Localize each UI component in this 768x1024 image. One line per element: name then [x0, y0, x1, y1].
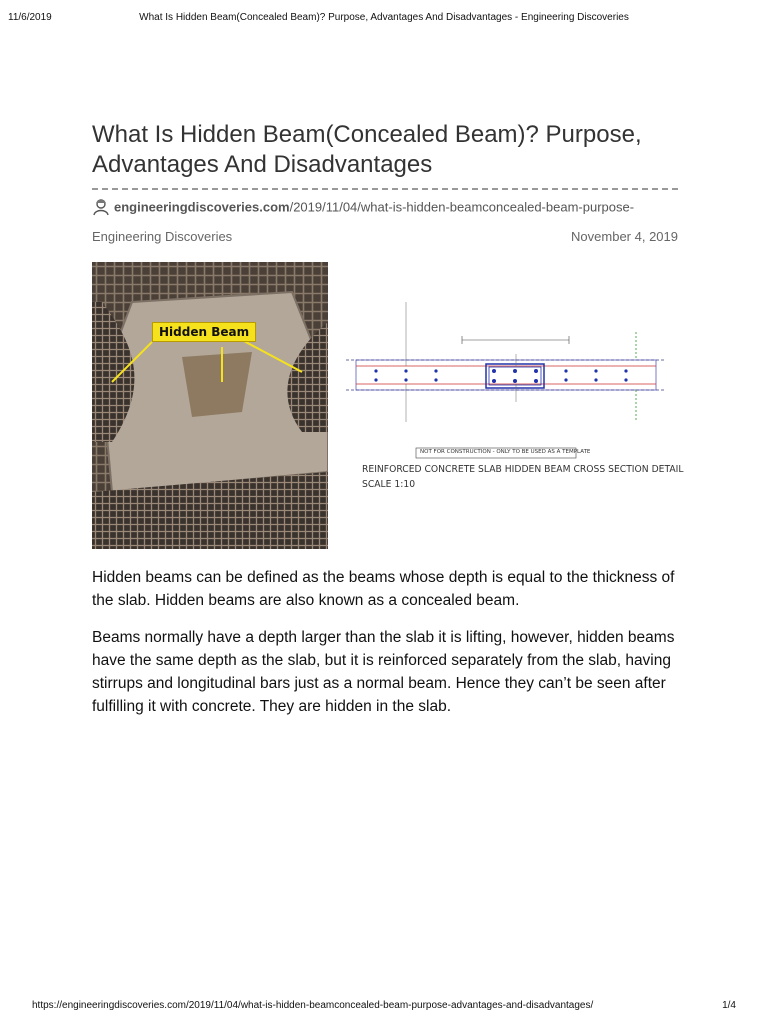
photo-label: Hidden Beam — [152, 322, 256, 342]
paragraph: Beams normally have a depth larger than the slab it is lifting, however, hidden beams have the same depth as the slab, but it is reinforced separately from the slab, having stirrups and longitudinal bars just as a normal beam. Hence they can’t be seen after fulfilling it with concrete. They are hidden in the slab. — [92, 629, 675, 715]
print-url: https://engineeringdiscoveries.com/2019/11/04/what-is-hidden-beamconcealed-beam-purpose-advantages-and-disadvantages/ — [32, 1000, 594, 1011]
title-divider — [92, 188, 678, 190]
article-date: November 4, 2019 — [571, 229, 678, 244]
source-link[interactable] — [92, 198, 692, 218]
print-page-title: What Is Hidden Beam(Concealed Beam)? Purpose, Advantages And Disadvantages - Engineering Discoveries — [139, 12, 629, 23]
source-domain[interactable]: engineeringdiscoveries.com — [114, 199, 290, 215]
print-header — [8, 12, 760, 26]
article-body — [92, 566, 682, 732]
diagram-caption-scale: SCALE 1:10 — [362, 479, 416, 490]
page-number: 1/4 — [722, 1000, 736, 1011]
site-logo-icon — [92, 198, 110, 216]
paragraph: Hidden beams can be defined as the beams whose depth is equal to the thickness of the slab. Hidden beams are also known as a concealed beam. — [92, 569, 675, 609]
diagram-note: NOT FOR CONSTRUCTION - ONLY TO BE USED AS A TEMPLATE — [420, 449, 591, 455]
hidden-beam-photo — [92, 262, 328, 549]
diagram-caption — [362, 462, 684, 492]
print-footer — [32, 1000, 736, 1014]
print-date: 11/6/2019 — [8, 12, 52, 23]
cross-section-diagram — [336, 262, 676, 549]
source-path[interactable]: /2019/11/04/what-is-hidden-beamconcealed-beam-purpose- — [289, 199, 635, 215]
article-title: What Is Hidden Beam(Concealed Beam)? Purpose, Advantages And Disadvantages — [92, 121, 642, 178]
diagram-caption-title: REINFORCED CONCRETE SLAB HIDDEN BEAM CROSS SECTION DETAIL — [362, 464, 684, 475]
article-author: Engineering Discoveries — [92, 229, 233, 244]
